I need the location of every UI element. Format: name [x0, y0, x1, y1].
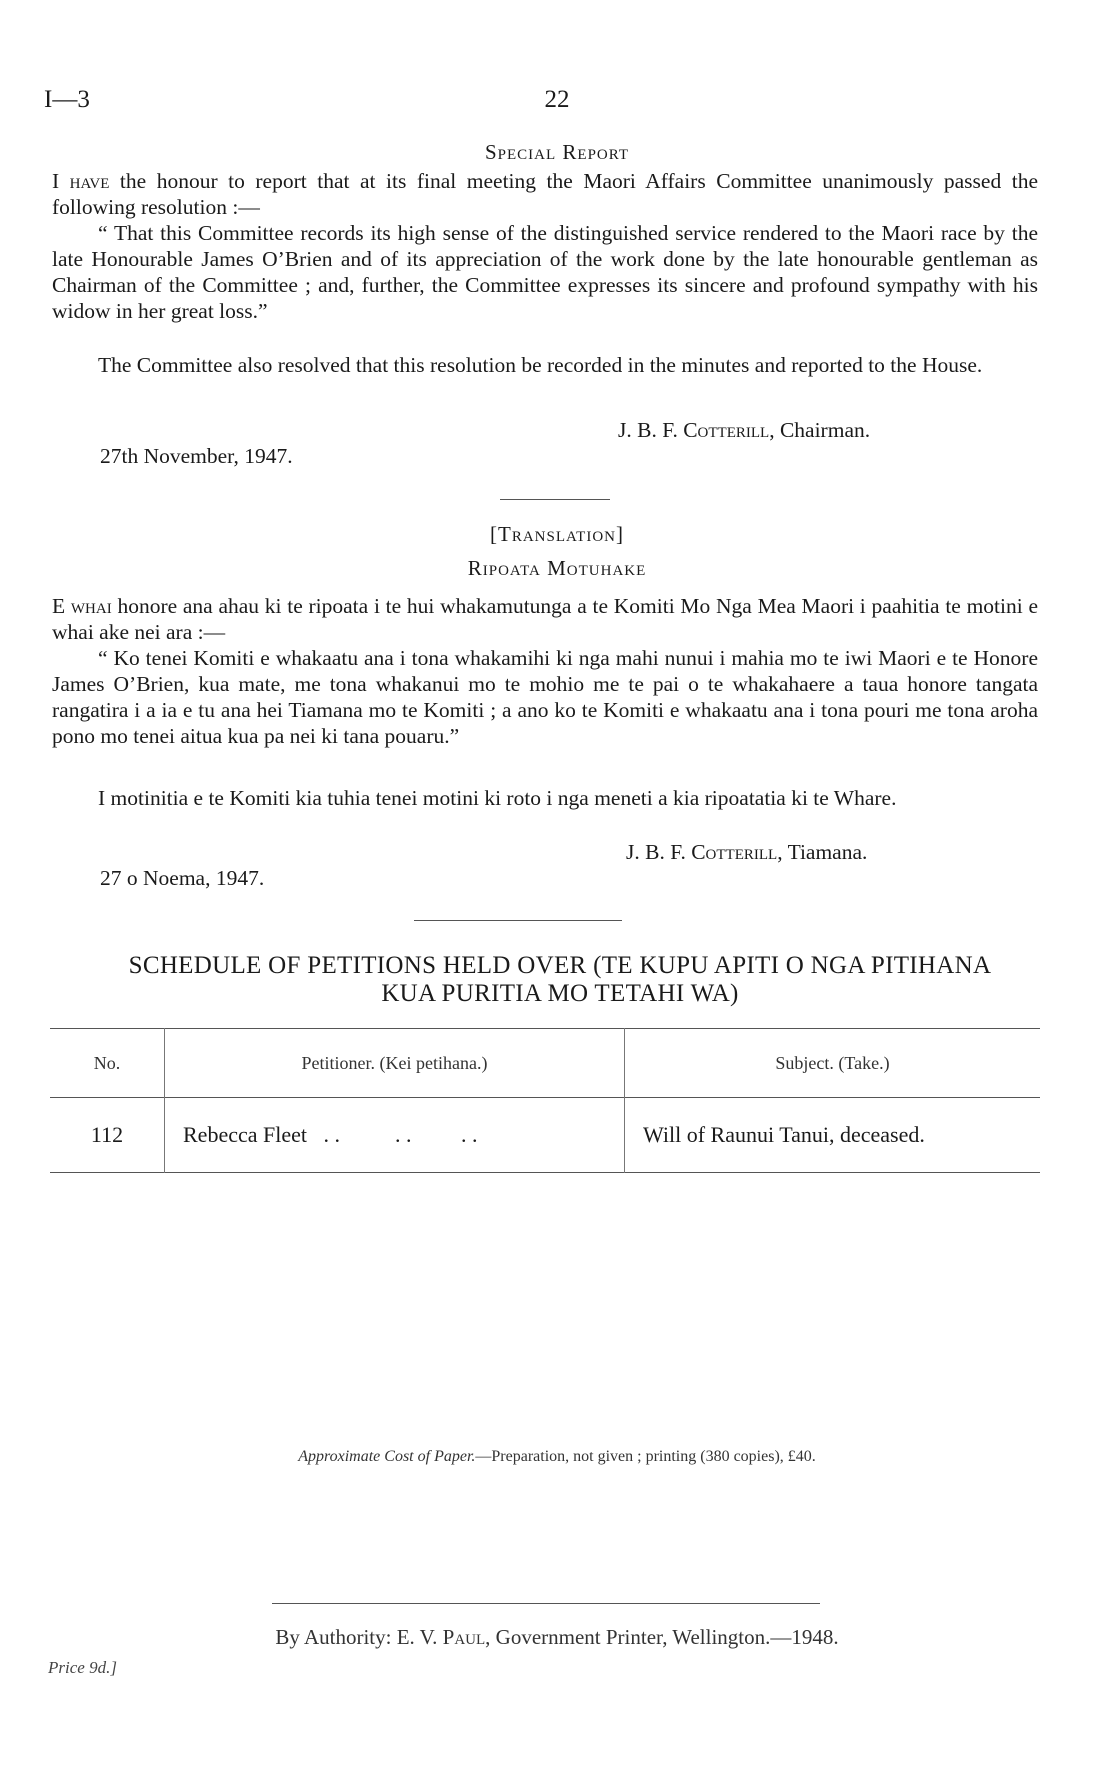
schedule-title-line-1: SCHEDULE OF PETITIONS HELD OVER (TE KUPU APITI O NGA PITIHANA: [128, 952, 992, 979]
cost-label: Approximate Cost of Paper.: [298, 1448, 476, 1465]
paper-cost-note: [0, 1448, 1114, 1466]
paragraph-text: the honour to report that at its final meeting the Maori Affairs Committee unanimously passed the following resolution :—: [52, 169, 1038, 219]
translation-label: [Translation]: [490, 522, 624, 546]
paragraph-text: The Committee also resolved that this resolution be recorded in the minutes and reported to the House.: [98, 353, 983, 377]
report-code: I—3: [44, 86, 90, 113]
signature-initials: J. B. F.: [626, 840, 692, 864]
lead-words: I have: [52, 169, 110, 193]
column-header-subject: Subject. (Take.): [775, 1052, 890, 1073]
price-note: Price 9d.]: [48, 1658, 117, 1677]
footer-rule: [272, 1603, 820, 1604]
special-report-title: Special Report: [484, 140, 630, 164]
cell-petitioner: Rebecca Fleet . . . . . .: [165, 1098, 625, 1173]
paragraph-text: honore ana ahau ki te ripoata i te hui whakamutunga a te Komiti Mo Nga Mea Maori i paahitia te motini e whai ake nei ara :—: [52, 594, 1038, 644]
printer-name: Paul: [442, 1625, 486, 1649]
paragraph-text: I motinitia e te Komiti kia tuhia tenei motini ki roto i nga meneti a kia ripoatatia ki te Whare.: [98, 786, 897, 810]
table-row: [50, 1098, 1040, 1173]
special-report-resolution: [52, 220, 1038, 324]
schedule-title-line-2: KUA PURITIA MO TETAHI WA): [381, 980, 739, 1007]
column-header-petitioner: Petitioner. (Kei petihana.): [165, 1029, 625, 1098]
translation-date: 27 o Noema, 1947.: [100, 866, 265, 890]
authority-prefix: By Authority: E. V.: [275, 1625, 443, 1649]
resolution-text: “ Ko tenei Komiti e whakaatu ana i tona whakamihi ki nga mahi nunui i mahia mo te iwi Maori e te Honore James O’Brien, kua mate, me tona whakanui mo te mohio me te pai o te whakahaere a taua honore tangata rangatira i a ia e tu ana hei Tiamana mo te Komiti ; a ano ko te Komiti e whakaatu ana i tona pouri me tona aroha pono mo tenei aitua kua pa nei ki tana pouaru.”: [52, 646, 1038, 748]
page-number: 22: [544, 86, 570, 113]
section-divider: [500, 499, 610, 500]
special-report-paragraph-1: [52, 168, 1038, 220]
resolution-text: “ That this Committee records its high sense of the distinguished service rendered to the Maori race by the late Honourable James O’Brien and of its appreciation of the work done by the late honourable gentleman as Chairman of the Committee ; and, further, the Committee expresses its sincere and profound sympathy with his widow in her great loss.”: [52, 221, 1038, 323]
signature-name: Cotterill: [683, 418, 770, 442]
translation-paragraph-3: [52, 785, 1038, 811]
lead-words: E whai: [52, 594, 112, 618]
authority-suffix: , Government Printer, Wellington.—1948.: [485, 1625, 839, 1649]
schedule-title: [40, 952, 1080, 1008]
signature-role: , Chairman.: [769, 418, 871, 442]
special-report-date: 27th November, 1947.: [100, 444, 293, 468]
special-report-paragraph-3: [52, 352, 1038, 378]
section-divider: [414, 920, 622, 921]
translation-resolution: [52, 645, 1038, 749]
translation-title: Ripoata Motuhake: [467, 556, 647, 580]
signature-initials: J. B. F.: [618, 418, 684, 442]
signature-role: , Tiamana.: [777, 840, 868, 864]
special-report-signature: [618, 418, 870, 443]
translation-paragraph-1: [52, 593, 1038, 645]
petitions-table: [50, 1028, 1040, 1173]
translation-signature: [626, 840, 867, 865]
signature-name: Cotterill: [691, 840, 778, 864]
printer-authority: [0, 1625, 1114, 1650]
cell-no: 112: [50, 1098, 165, 1173]
column-header-no: No.: [50, 1029, 165, 1098]
cost-text: —Preparation, not given ; printing (380 copies), £40.: [475, 1448, 816, 1465]
cell-subject: Will of Raunui Tanui, deceased.: [643, 1122, 925, 1147]
table-header-row: [50, 1029, 1040, 1098]
